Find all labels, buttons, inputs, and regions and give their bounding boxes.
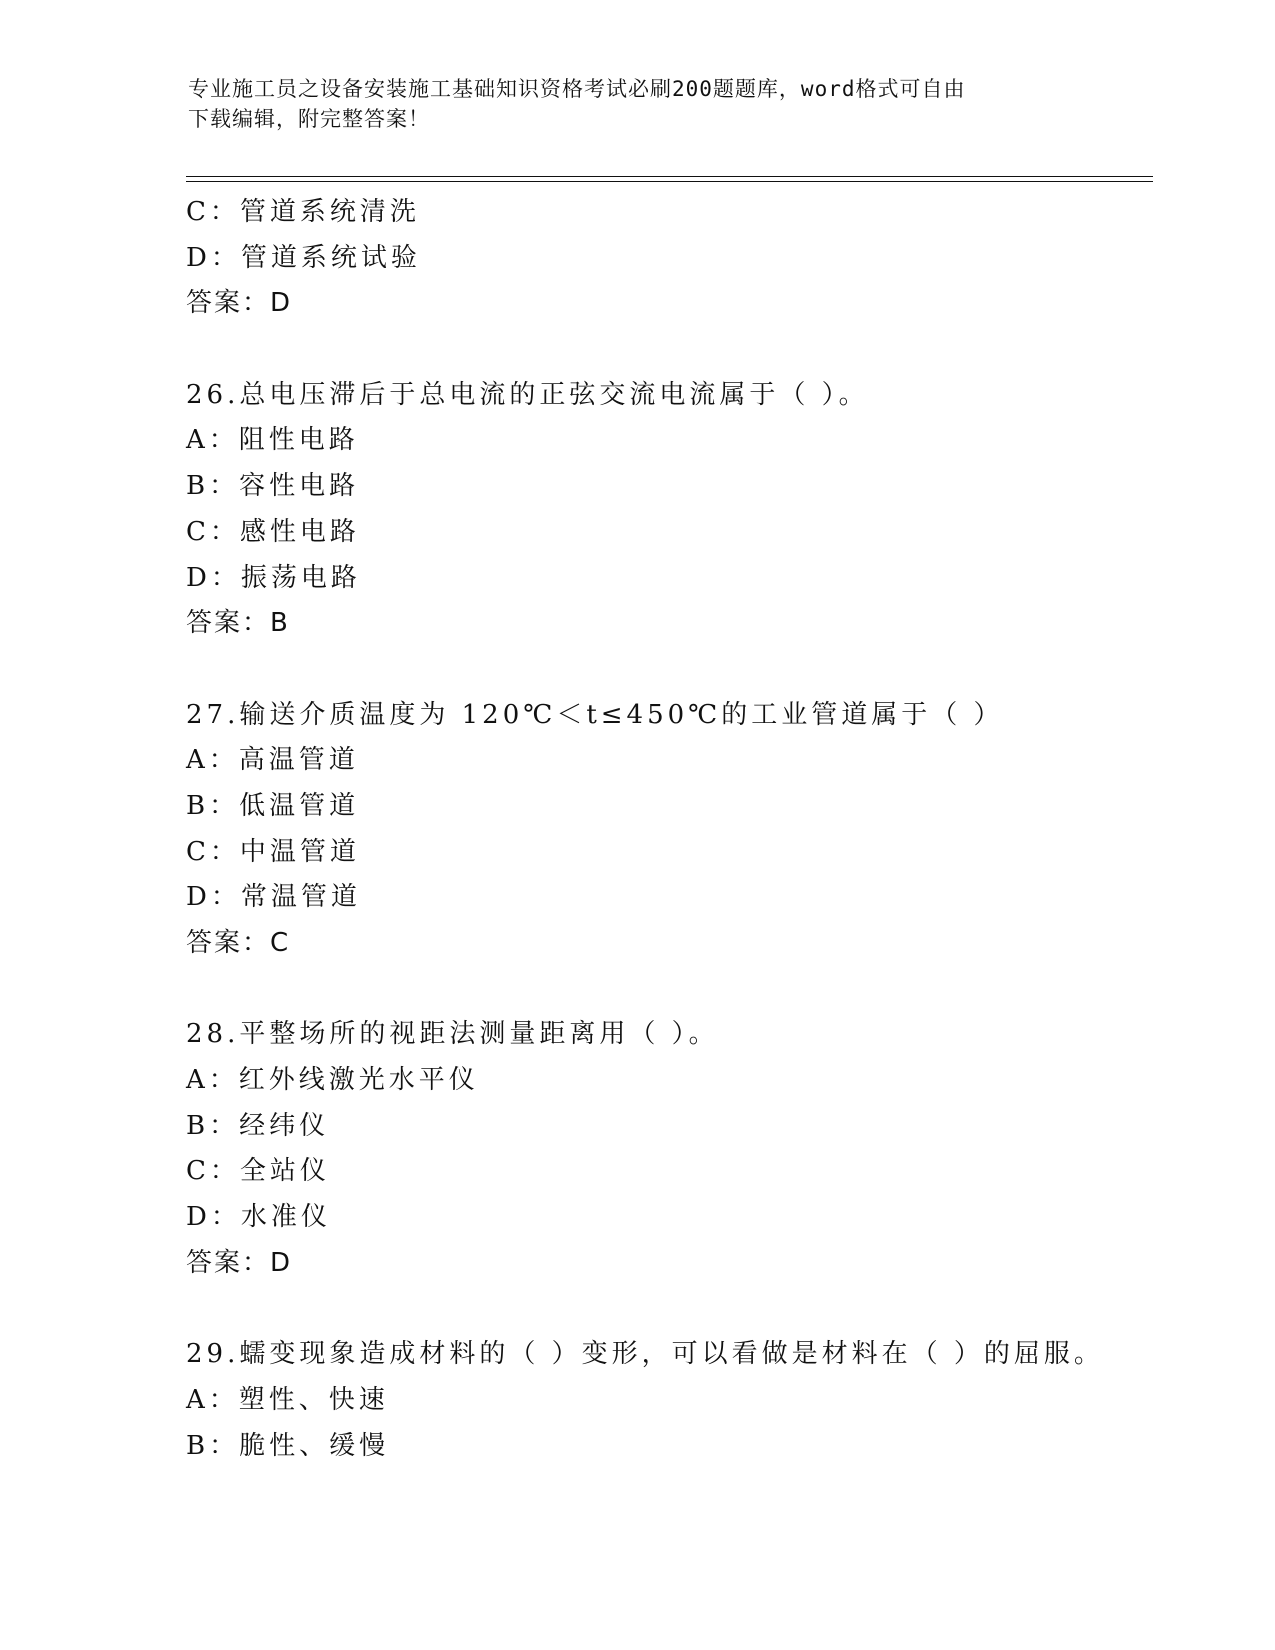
header-divider-bottom — [186, 181, 1153, 182]
question-stem: 26.总电压滞后于总电流的正弦交流电流属于（ ）。 — [186, 379, 869, 410]
option-a: A：阻性电路 — [186, 425, 359, 456]
document-header — [188, 74, 1088, 134]
option-d: D：管道系统试验 — [186, 242, 421, 273]
answer-line: 答案：C — [186, 928, 291, 958]
question-stem: 28.平整场所的视距法测量距离用（ ）。 — [186, 1019, 719, 1050]
option-a: A：红外线激光水平仪 — [186, 1065, 479, 1096]
answer-line: 答案：B — [186, 608, 290, 639]
option-a: A：高温管道 — [186, 745, 359, 776]
header-title-line-2: 下载编辑，附完整答案！ — [188, 107, 430, 131]
spacer — [186, 1287, 1146, 1333]
question-stem: 29.蠕变现象造成材料的（ ）变形，可以看做是材料在（ ）的屈服。 — [186, 1339, 1104, 1370]
answer-line: 答案：D — [186, 288, 293, 319]
question-block-partial — [186, 190, 1146, 327]
option-b: B：低温管道 — [186, 790, 360, 821]
spacer — [186, 647, 1146, 693]
option-b: B：经纬仪 — [186, 1110, 330, 1141]
header-divider-top — [186, 176, 1153, 177]
option-d: D：常温管道 — [186, 882, 361, 913]
option-b: B：脆性、缓慢 — [186, 1430, 390, 1461]
option-a: A：塑性、快速 — [186, 1384, 389, 1415]
header-title-line-1: 专业施工员之设备安装施工基础知识资格考试必刷200题题库，word格式可自由 — [188, 77, 966, 101]
spacer — [186, 967, 1146, 1013]
option-c: C：管道系统清洗 — [186, 197, 420, 227]
answer-line: 答案：D — [186, 1247, 293, 1278]
question-stem: 27.输送介质温度为 120℃＜t≤450℃的工业管道属于（ ） — [186, 699, 1004, 730]
spacer — [186, 327, 1146, 373]
question-block-26 — [186, 373, 1146, 647]
question-block-29 — [186, 1332, 1146, 1469]
option-c: C：全站仪 — [186, 1156, 330, 1187]
option-d: D：振荡电路 — [186, 562, 361, 593]
option-b: B：容性电路 — [186, 471, 360, 502]
option-d: D：水准仪 — [186, 1202, 331, 1233]
question-list — [186, 190, 1146, 1469]
option-c: C：中温管道 — [186, 836, 360, 867]
question-block-27 — [186, 693, 1146, 967]
question-block-28 — [186, 1012, 1146, 1286]
option-c: C：感性电路 — [186, 516, 360, 547]
